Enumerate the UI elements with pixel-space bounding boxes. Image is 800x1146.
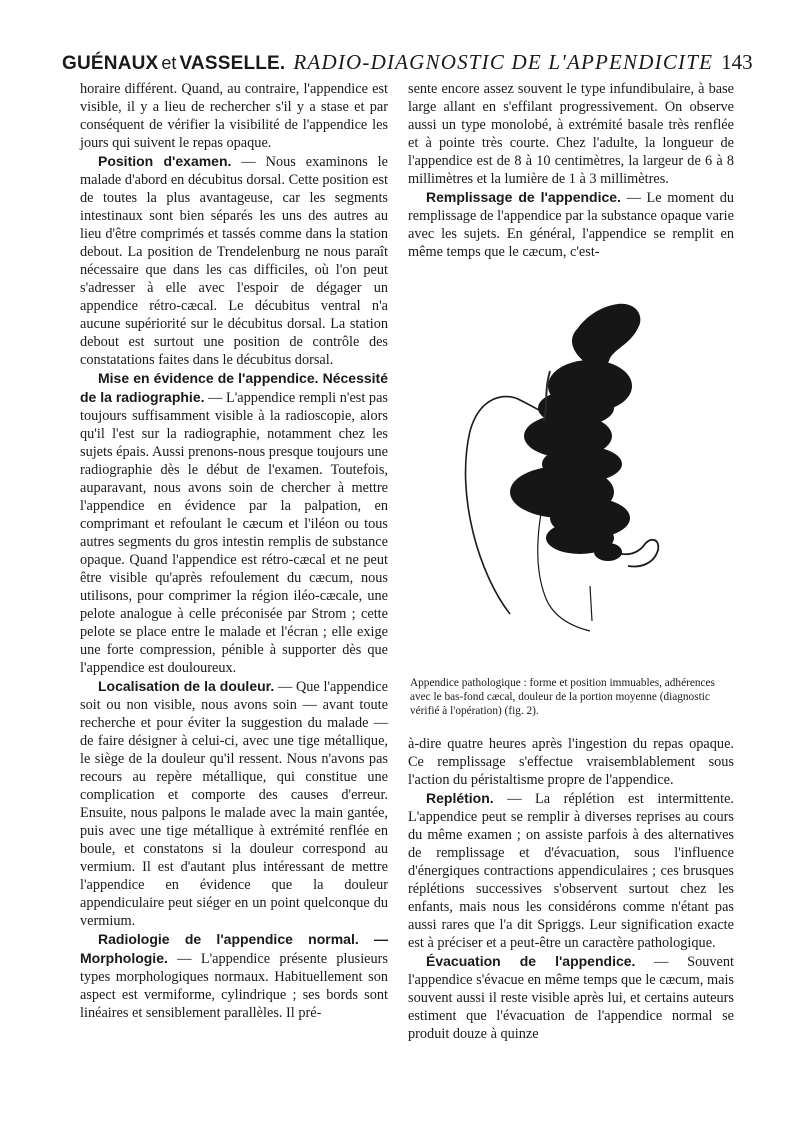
paragraph-text: — L'appendice présente plusieurs types morphologiques normaux. Habituellement son aspect est vermiforme, cylindrique ; ses bords sont linéaires et sensiblement parallèles. Il pré- xyxy=(80,951,388,1021)
section-heading: Localisation de la douleur. xyxy=(98,678,275,694)
paragraph-repletion xyxy=(408,789,734,952)
paragraph-text: — La réplétion est intermittente. L'appendice peut se remplir à diverses reprises au cours du même examen ; on assiste parfois à des alternatives de remplissage et d'évacuation, sous l'influence d'énergiques contractions appendiculaires ; ces brusques réplétions successives s'observent surtout chez les enfants, mais nous les considérons comme n'étant pas aussi rares que l'a dit Spriggs. Leur signification exacte est à préciser et a peut-être un caractère pathologique. xyxy=(408,791,734,951)
header-author-1: GUÉNAUX xyxy=(62,53,159,74)
paragraph-text: — L'appendice rempli n'est pas toujours suffisamment visible à la radioscopie, alors qu'il l'est sur la radiographie, notamment chez les sujets épais. Aussi prenons-nous presque toujours une radiographie dès le début de l'examen. Toutefois, auparavant, nous avons soin de chercher à mettre l'appendice en évidence par la palpation, en comprimant et refoulant le cæcum et l'iléon ou tous autres segments du gros intestin remplis de substance opaque. Quand l'appendice est rétro-cæcal et ne peut être visible qu'après refoulement du cæcum, nous utilisons, pour comprimer la région iléo-cæcale, une pelote analogue à celle préconisée par Strom ; cette pelote se place entre le malade et l'écran ; elle exige une forte compression, pénible à supporter dès que l'appendice est douloureux. xyxy=(80,390,388,676)
paragraph-text: — Que l'appendice soit ou non visible, nous avons soin — avant toute recherche et pour éviter la suggestion du malade — de faire désigner à celui-ci, avec une tige métallique, le siège de la douleur qu'il ressent. Nous n'avons pas recours au repère métallique, qui constitue une complication et comporte des causes d'erreur. Ensuite, nous palpons le malade avec la main gantée, puis avec une tige métallique à extrémité renflée en boule, et constatons si la douleur correspond au vermium. Il est d'autant plus intéressant de mettre l'appendice en évidence que la douleur appendiculaire peut siéger en un point quelconque du vermium. xyxy=(80,679,388,929)
cecum-base-line xyxy=(590,586,592,621)
paragraph: sente encore assez souvent le type infundibulaire, à base large allant en s'effilant progressivement. On observe aussi un type monolobé, à extrémité basale très renflée et à pointe très courte. Chez l'adulte, la longueur de l'appendice est de 8 à 10 centimètres, la largeur de 6 à 8 millimètres et la lumière de 1 à 3 millimètres. xyxy=(408,81,734,187)
section-heading: Radiologie de l'appendice normal. — Morphologie. xyxy=(80,931,388,966)
right-column-bottom xyxy=(408,735,734,1043)
appendix-illustration xyxy=(440,296,740,666)
section-heading: Mise en évidence de l'appendice. Nécessité de la radiographie. xyxy=(80,370,388,405)
header-title: RADIO-DIAGNOSTIC DE L'APPENDICITE xyxy=(293,50,714,74)
paragraph-text: — Nous examinons le malade d'abord en décubitus dorsal. Cette position est de toutes la plus avantageuse, car les segments intestinaux sont bien séparés les uns des autres au lieu d'être comprimés et tassés comme dans la station debout. La position de Trendelenburg ne nous paraît nécessaire que dans les cas difficiles, où l'on peut s'adresser à elle avec l'espoir de dégager un appendice rétro-cæcal. Le décubitus ventral n'a aucune supériorité sur le décubitus dorsal. La station debout est surtout une position de contrôle des constatations faites dans le décubitus dorsal. xyxy=(80,154,388,368)
paragraph: à-dire quatre heures après l'ingestion du repas opaque. Ce remplissage s'effectue vraisemblablement sous l'action du péristaltisme propre de l'appendice. xyxy=(408,736,734,788)
section-heading: Évacuation de l'appendice. xyxy=(426,953,636,969)
paragraph: horaire différent. Quand, au contraire, l'appendice est visible, il y a lieu de rechercher s'il y a stase et par conséquent de vérifier la visibilité de l'appendice les jours qui suivent le repas opaque. xyxy=(80,81,388,151)
left-column xyxy=(80,80,388,1022)
figure-appendix-radiograph xyxy=(440,296,740,666)
page-number: 143 xyxy=(721,50,753,74)
paragraph-localisation xyxy=(80,677,388,930)
appendix-opaque-mass xyxy=(510,304,640,561)
section-heading: Position d'examen. xyxy=(98,153,232,169)
right-column-top xyxy=(408,80,734,261)
section-heading: Remplissage de l'appendice. xyxy=(426,189,621,205)
running-header xyxy=(62,50,752,78)
header-author-2: VASSELLE. xyxy=(179,53,286,74)
figure-caption: Appendice pathologique : forme et position immuables, adhérences avec le bas-fond cæcal, douleur de la portion moyenne (diagnostic vérifié à l'opération) (fig. 2). xyxy=(410,677,715,717)
paragraph-text: — Le moment du remplissage de l'appendice par la substance opaque varie avec les sujets. En général, l'appendice se remplit en même temps que le cæcum, c'est- xyxy=(408,190,734,260)
paragraph-text: — Souvent l'appendice s'évacue en même temps que le cæcum, mais souvent aussi il reste visible après lui, et certains auteurs estiment que l'évacuation de l'appendice normal se produit douze à quinze xyxy=(408,954,734,1042)
paragraph-evacuation xyxy=(408,952,734,1043)
paragraph-position-examen xyxy=(80,152,388,369)
paragraph-radiologie xyxy=(80,930,388,1022)
paragraph-mise-en-evidence xyxy=(80,369,388,677)
header-and: et xyxy=(161,53,177,73)
section-heading: Replétion. xyxy=(426,790,494,806)
paragraph-remplissage xyxy=(408,188,734,261)
